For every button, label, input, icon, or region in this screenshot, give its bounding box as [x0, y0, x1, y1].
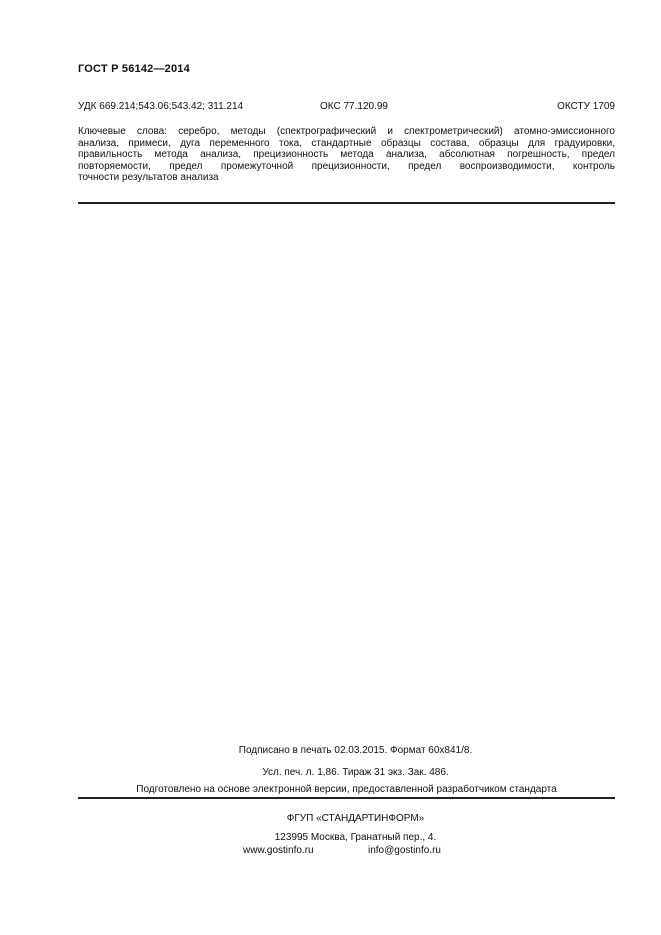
oks-code: ОКС 77.120.99 [320, 101, 388, 112]
keywords-line: Ключевые слова: серебро, методы (спектрографический и спектрометрический) атомно-эмиссионного [78, 126, 615, 137]
keywords-line: анализа, примеси, дуга переменного тока, стандартные образцы состава, образцы для градуировки, [78, 137, 615, 149]
email-link[interactable]: info@gostinfo.ru [368, 845, 441, 856]
publisher-address: 123995 Москва, Гранатный пер., 4. [274, 832, 437, 843]
print-info: Усл. печ. л. 1,86. Тираж 31 экз. Зак. 486. [262, 767, 449, 778]
signed-to-print: Подписано в печать 02.03.2015. Формат 60x841/8. [238, 745, 473, 756]
website-link[interactable]: www.gostinfo.ru [243, 845, 314, 856]
bottom-divider [78, 797, 615, 799]
okstu-code: ОКСТУ 1709 [557, 101, 615, 112]
keywords-line: точности результатов анализа [78, 172, 219, 184]
udk-code: УДК 669.214;543.06;543.42; 311.214 [78, 101, 244, 112]
standard-code: ГОСТ Р 56142—2014 [78, 63, 190, 75]
publisher-name: ФГУП «СТАНДАРТИНФОРМ» [286, 813, 425, 824]
top-divider [78, 202, 615, 204]
prepared-note: Подготовлено на основе электронной версии, предоставленной разработчиком стандарта [136, 784, 557, 795]
keywords-line: правильность метода анализа, прецизионность метода анализа, абсолютная погрешность, предел [78, 149, 615, 161]
keywords-paragraph [78, 126, 615, 184]
keywords-line: повторяемости, предел промежуточной прецизионности, предел воспроизводимости, контроль [78, 160, 615, 172]
